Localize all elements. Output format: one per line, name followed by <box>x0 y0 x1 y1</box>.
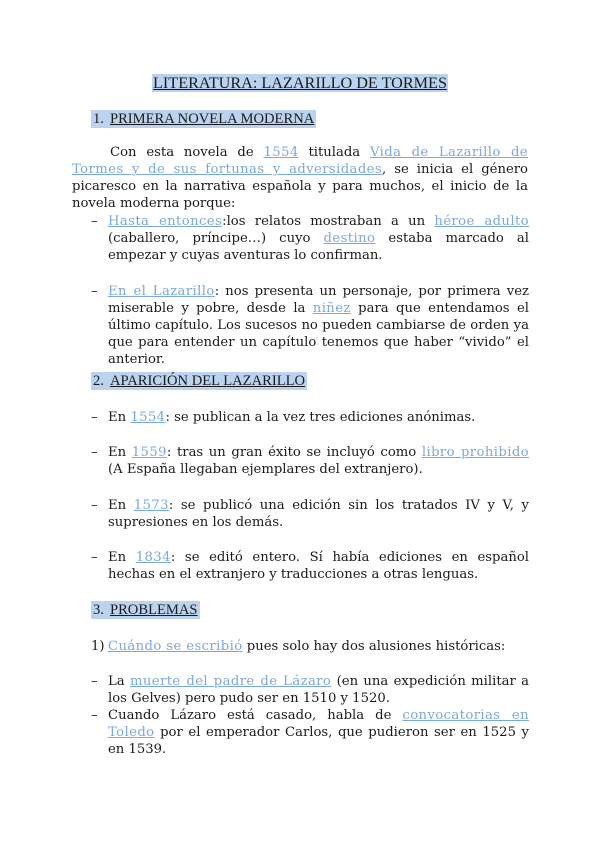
cuando-se-escribio-link[interactable]: Cuándo se escribió <box>108 639 243 654</box>
muerte-padre-link[interactable]: muerte del padre de Lázaro <box>129 674 332 689</box>
section-number: 2. <box>93 373 104 389</box>
list-item: – Cuando Lázaro está casado, habla de convocatorias en Toledo por el emperador Carlos, que pudieron ser en 1525 y en 1539. <box>91 708 529 757</box>
ninez-link[interactable]: niñez <box>312 301 351 316</box>
libro-prohibido-link[interactable]: libro prohibido <box>421 445 529 460</box>
numbered-item: 1) Cuándo se escribió pues solo hay dos alusiones históricas: <box>91 639 506 654</box>
list-item: – Hasta entonces:los relatos mostraban a un héroe adulto (caballero, príncipe…) cuyo destino estaba marcado al empezar y cuyas aventuras lo confirman. <box>91 214 529 263</box>
heroe-adulto-link[interactable]: héroe adulto <box>434 214 529 229</box>
document-title: LITERATURA: LAZARILLO DE TORMES <box>153 74 447 92</box>
list-item: – La muerte del padre de Lázaro (en una expedición militar a los Gelves) pero pudo ser en 1510 y 1520. <box>91 674 530 706</box>
year-link[interactable]: 1559 <box>131 445 167 460</box>
list-item: – En 1554: se publican a la vez tres ediciones anónimas. <box>91 410 476 425</box>
destino-link[interactable]: destino <box>323 231 376 246</box>
list-item: – En 1573: se publicó una edición sin los tratados IV y V, y supresiones en los demás. <box>91 498 529 530</box>
list-item: – En el Lazarillo: nos presenta un personaje, por primera vez miserable y pobre, desde la niñez para que entendamos el último capítulo. Los sucesos no pueden cambiarse de orden ya que para entender un capítulo tenemos que haber “vivido” el anterior. <box>91 284 529 367</box>
hasta-entonces-link[interactable]: Hasta entonces <box>108 214 223 229</box>
section-title: PROBLEMAS <box>109 602 198 618</box>
year-link[interactable]: 1834 <box>135 550 171 565</box>
section-title: PRIMERA NOVELA MODERNA <box>109 111 315 127</box>
year-link[interactable]: 1554 <box>263 145 299 160</box>
section-number: 1. <box>93 111 104 127</box>
convocatorias-link[interactable]: convocatorias en Toledo <box>108 708 529 740</box>
section-heading-1 <box>91 110 316 128</box>
year-link[interactable]: 1554 <box>130 410 166 425</box>
section-heading-3 <box>91 601 200 619</box>
year-link[interactable]: 1573 <box>133 498 169 513</box>
section-title: APARICIÓN DEL LAZARILLO <box>109 373 306 389</box>
intro-paragraph: Con esta novela de 1554 titulada Vida de Lazarillo de Tormes y de sus fortunas y adversidades, se inicia el género picaresco en la narrativa española y para muchos, el inicio de la novela moderna porque: <box>72 145 528 211</box>
en-el-lazarillo-link[interactable]: En el Lazarillo <box>108 284 215 299</box>
work-title-link[interactable]: Vida de Lazarillo de Tormes y de sus fortunas y adversidades <box>72 145 528 177</box>
list-item: – En 1559: tras un gran éxito se incluyó como libro prohibido (A España llegaban ejemplares del extranjero). <box>91 445 529 477</box>
section-number: 3. <box>93 602 104 618</box>
section-heading-2 <box>91 372 307 390</box>
list-item: – En 1834: se editó entero. Sí había ediciones en español hechas en el extranjero y traducciones a otras lenguas. <box>91 550 529 582</box>
